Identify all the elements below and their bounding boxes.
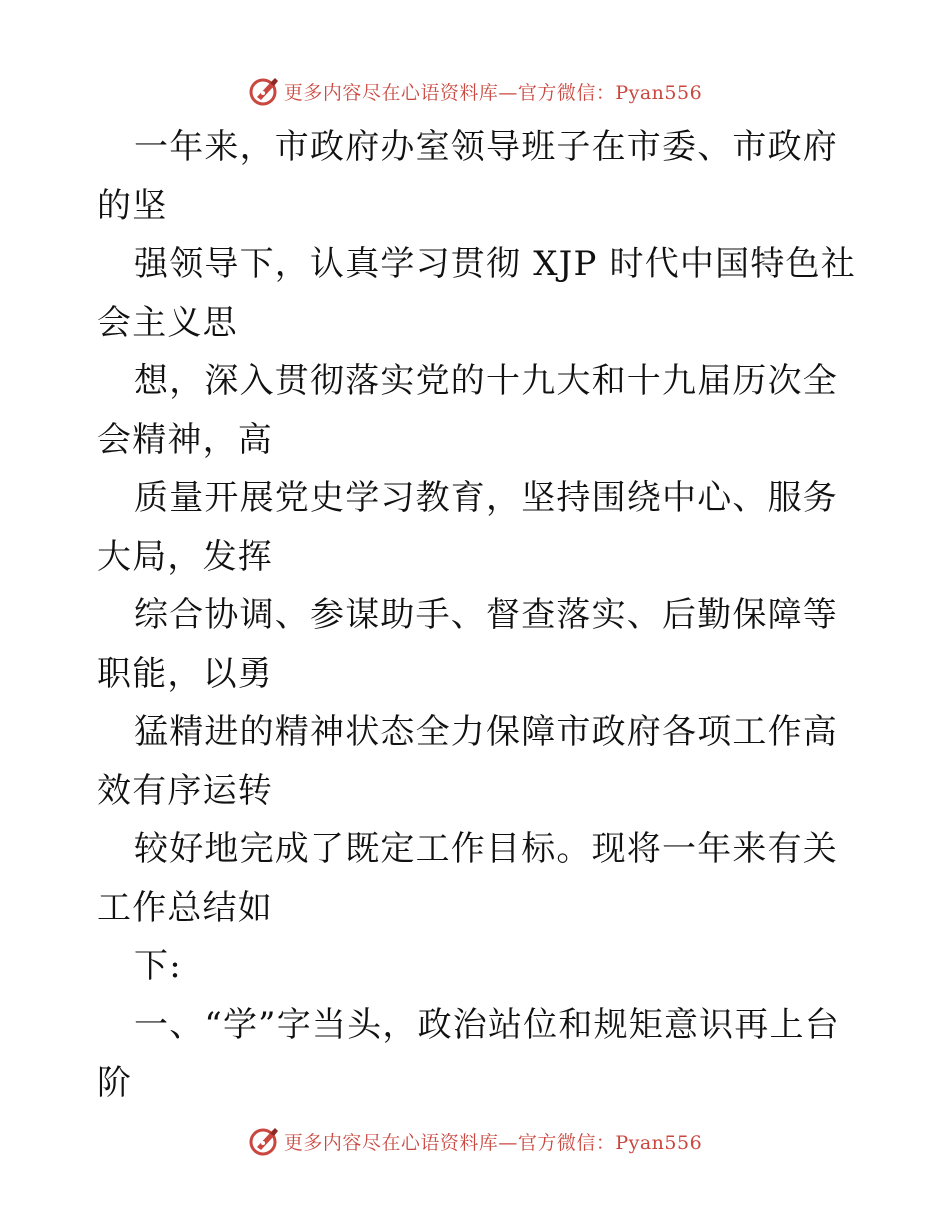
paragraph-3: 想，深入贯彻落实党的十九大和十九届历次全会精神，高	[97, 361, 838, 460]
document-body	[97, 118, 857, 1113]
paragraph-2: 强领导下，认真学习贯彻 XJP 时代中国特色社会主义思	[97, 244, 856, 343]
paragraph-4: 质量开展党史学习教育，坚持围绕中心、服务大局，发挥	[97, 478, 838, 577]
footer-banner-text: 更多内容尽在心语资料库—官方微信：Pyan556	[283, 1131, 703, 1154]
paragraph-1: 一年来，市政府办室领导班子在市委、市政府的坚	[97, 127, 838, 226]
paragraph-8: 下:	[134, 946, 182, 986]
paragraph-7: 较好地完成了既定工作目标。现将一年来有关工作总结如	[97, 829, 838, 928]
pen-nib-logo-icon	[248, 75, 280, 107]
paragraph-5: 综合协调、参谋助手、督查落实、后勤保障等职能，以勇	[97, 595, 838, 694]
header-watermark-banner	[0, 71, 950, 111]
footer-watermark-banner	[0, 1121, 950, 1161]
paragraph-6: 猛精进的精神状态全力保障市政府各项工作高效有序运转	[97, 712, 838, 811]
section-heading-1: 一、“学”字当头，政治站位和规矩意识再上台阶	[97, 1004, 840, 1103]
pen-nib-logo-icon	[248, 1125, 280, 1157]
header-banner-text: 更多内容尽在心语资料库—官方微信：Pyan556	[283, 81, 703, 104]
